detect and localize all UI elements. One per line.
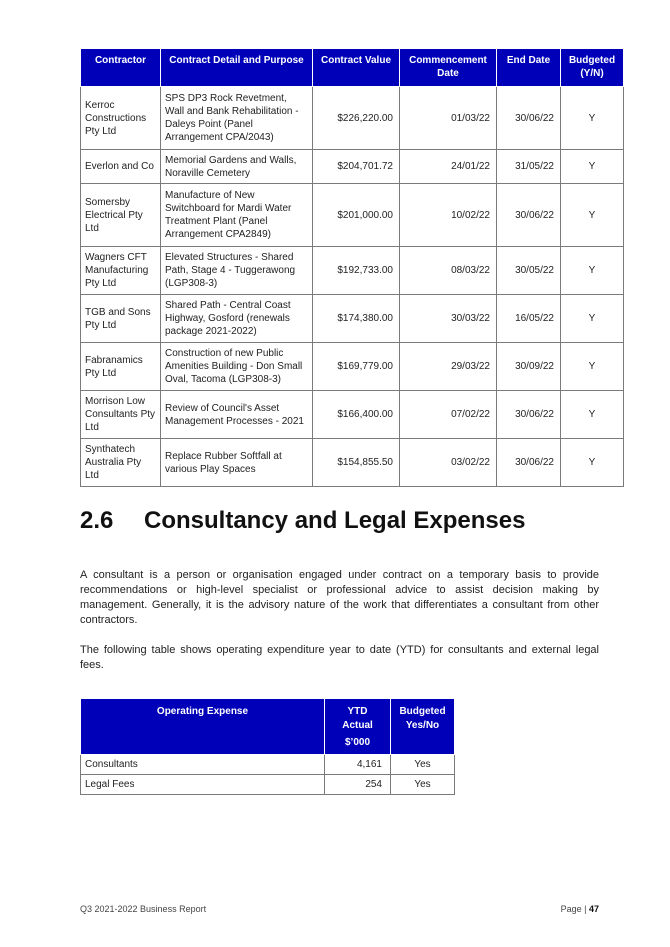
footer-page	[561, 904, 599, 914]
detail-cell: Replace Rubber Softfall at various Play Spaces	[161, 439, 313, 487]
detail-cell: Manufacture of New Switchboard for Mardi Water Treatment Plant (Panel Arrangement CPA2849)	[161, 184, 313, 247]
table-row	[81, 755, 455, 775]
header-end-date: End Date	[497, 49, 561, 87]
contracts-header-row	[81, 49, 624, 87]
end-date-cell: 30/06/22	[497, 184, 561, 247]
contractor-cell: Somersby Electrical Pty Ltd	[81, 184, 161, 247]
table-row	[81, 87, 624, 150]
budgeted-cell: Yes	[391, 775, 455, 795]
budgeted-cell: Y	[561, 295, 624, 343]
value-cell: $169,779.00	[313, 343, 400, 391]
commencement-cell: 07/02/22	[400, 391, 497, 439]
contracts-table	[80, 48, 624, 487]
commencement-cell: 10/02/22	[400, 184, 497, 247]
consultant-definition-paragraph: A consultant is a person or organisation engaged under contract on a temporary basis to provide recommendations or high-level specialist or professional advice to assist decision making by management. Generally, it is the advisory nature of the work that differentiates a consultant from other contractors.	[80, 569, 599, 626]
table-row	[81, 295, 624, 343]
contractor-cell: Morrison Low Consultants Pty Ltd	[81, 391, 161, 439]
ytd-actual-cell: 4,161	[325, 755, 391, 775]
table-row	[81, 343, 624, 391]
header-ytd-line1: YTD	[347, 706, 368, 717]
table-intro-paragraph: The following table shows operating expenditure year to date (YTD) for consultants and external legal fees.	[80, 644, 599, 671]
table-row	[81, 247, 624, 295]
table-row	[81, 391, 624, 439]
budgeted-cell: Y	[561, 184, 624, 247]
end-date-cell: 30/05/22	[497, 247, 561, 295]
header-contractor: Contractor	[81, 49, 161, 87]
header-budgeted-yes-no	[391, 699, 455, 755]
table-row	[81, 439, 624, 487]
header-ytd-line3: $’000	[344, 737, 371, 748]
expenses-header-row	[81, 699, 455, 755]
header-budgeted-line1: Budgeted	[399, 706, 446, 717]
section-heading	[80, 507, 525, 535]
budgeted-cell: Yes	[391, 755, 455, 775]
table-row	[81, 184, 624, 247]
contractor-cell: Everlon and Co	[81, 150, 161, 184]
commencement-cell: 01/03/22	[400, 87, 497, 150]
commencement-cell: 30/03/22	[400, 295, 497, 343]
header-contract-value: Contract Value	[313, 49, 400, 87]
detail-cell: Review of Council's Asset Management Processes - 2021	[161, 391, 313, 439]
footer-page-label: Page |	[560, 904, 587, 914]
table-row	[81, 775, 455, 795]
value-cell: $201,000.00	[313, 184, 400, 247]
contractor-cell: TGB and Sons Pty Ltd	[81, 295, 161, 343]
end-date-cell: 30/06/22	[497, 391, 561, 439]
footer-page-number: 47	[588, 904, 599, 914]
detail-cell: Elevated Structures - Shared Path, Stage 4 - Tuggerawong (LGP308-3)	[161, 247, 313, 295]
contractor-cell: Kerroc Constructions Pty Ltd	[81, 87, 161, 150]
contractor-cell: Fabranamics Pty Ltd	[81, 343, 161, 391]
value-cell: $174,380.00	[313, 295, 400, 343]
header-commencement-date: Commencement Date	[400, 49, 497, 87]
contractor-cell: Wagners CFT Manufacturing Pty Ltd	[81, 247, 161, 295]
commencement-cell: 08/03/22	[400, 247, 497, 295]
operating-expenses-table	[80, 698, 455, 795]
value-cell: $226,220.00	[313, 87, 400, 150]
detail-cell: Memorial Gardens and Walls, Noraville Cemetery	[161, 150, 313, 184]
budgeted-cell: Y	[561, 343, 624, 391]
detail-cell: Construction of new Public Amenities Building - Don Small Oval, Tacoma (LGP308-3)	[161, 343, 313, 391]
budgeted-cell: Y	[561, 150, 624, 184]
value-cell: $166,400.00	[313, 391, 400, 439]
table-row	[81, 150, 624, 184]
end-date-cell: 16/05/22	[497, 295, 561, 343]
value-cell: $192,733.00	[313, 247, 400, 295]
footer-report-title: Q3 2021-2022 Business Report	[80, 904, 207, 914]
detail-cell: Shared Path - Central Coast Highway, Gosford (renewals package 2021-2022)	[161, 295, 313, 343]
budgeted-cell: Y	[561, 391, 624, 439]
commencement-cell: 29/03/22	[400, 343, 497, 391]
detail-cell: SPS DP3 Rock Revetment, Wall and Bank Rehabilitation - Daleys Point (Panel Arrangement CPA/2043)	[161, 87, 313, 150]
commencement-cell: 24/01/22	[400, 150, 497, 184]
end-date-cell: 30/06/22	[497, 439, 561, 487]
header-budgeted: Budgeted (Y/N)	[561, 49, 624, 87]
commencement-cell: 03/02/22	[400, 439, 497, 487]
expense-name-cell: Consultants	[81, 755, 325, 775]
contractor-cell: Synthatech Australia Pty Ltd	[81, 439, 161, 487]
header-budgeted-line2: Yes/No	[405, 720, 440, 731]
header-ytd-actual	[325, 699, 391, 755]
expense-name-cell: Legal Fees	[81, 775, 325, 795]
budgeted-cell: Y	[561, 439, 624, 487]
ytd-actual-cell: 254	[325, 775, 391, 795]
section-number: 2.6	[80, 507, 114, 534]
end-date-cell: 30/06/22	[497, 87, 561, 150]
section-title: Consultancy and Legal Expenses	[144, 507, 526, 534]
budgeted-cell: Y	[561, 87, 624, 150]
header-ytd-line2: Actual	[342, 720, 373, 731]
end-date-cell: 30/09/22	[497, 343, 561, 391]
header-operating-expense: Operating Expense	[81, 699, 325, 755]
value-cell: $154,855.50	[313, 439, 400, 487]
header-contract-detail: Contract Detail and Purpose	[161, 49, 313, 87]
end-date-cell: 31/05/22	[497, 150, 561, 184]
budgeted-cell: Y	[561, 247, 624, 295]
value-cell: $204,701.72	[313, 150, 400, 184]
